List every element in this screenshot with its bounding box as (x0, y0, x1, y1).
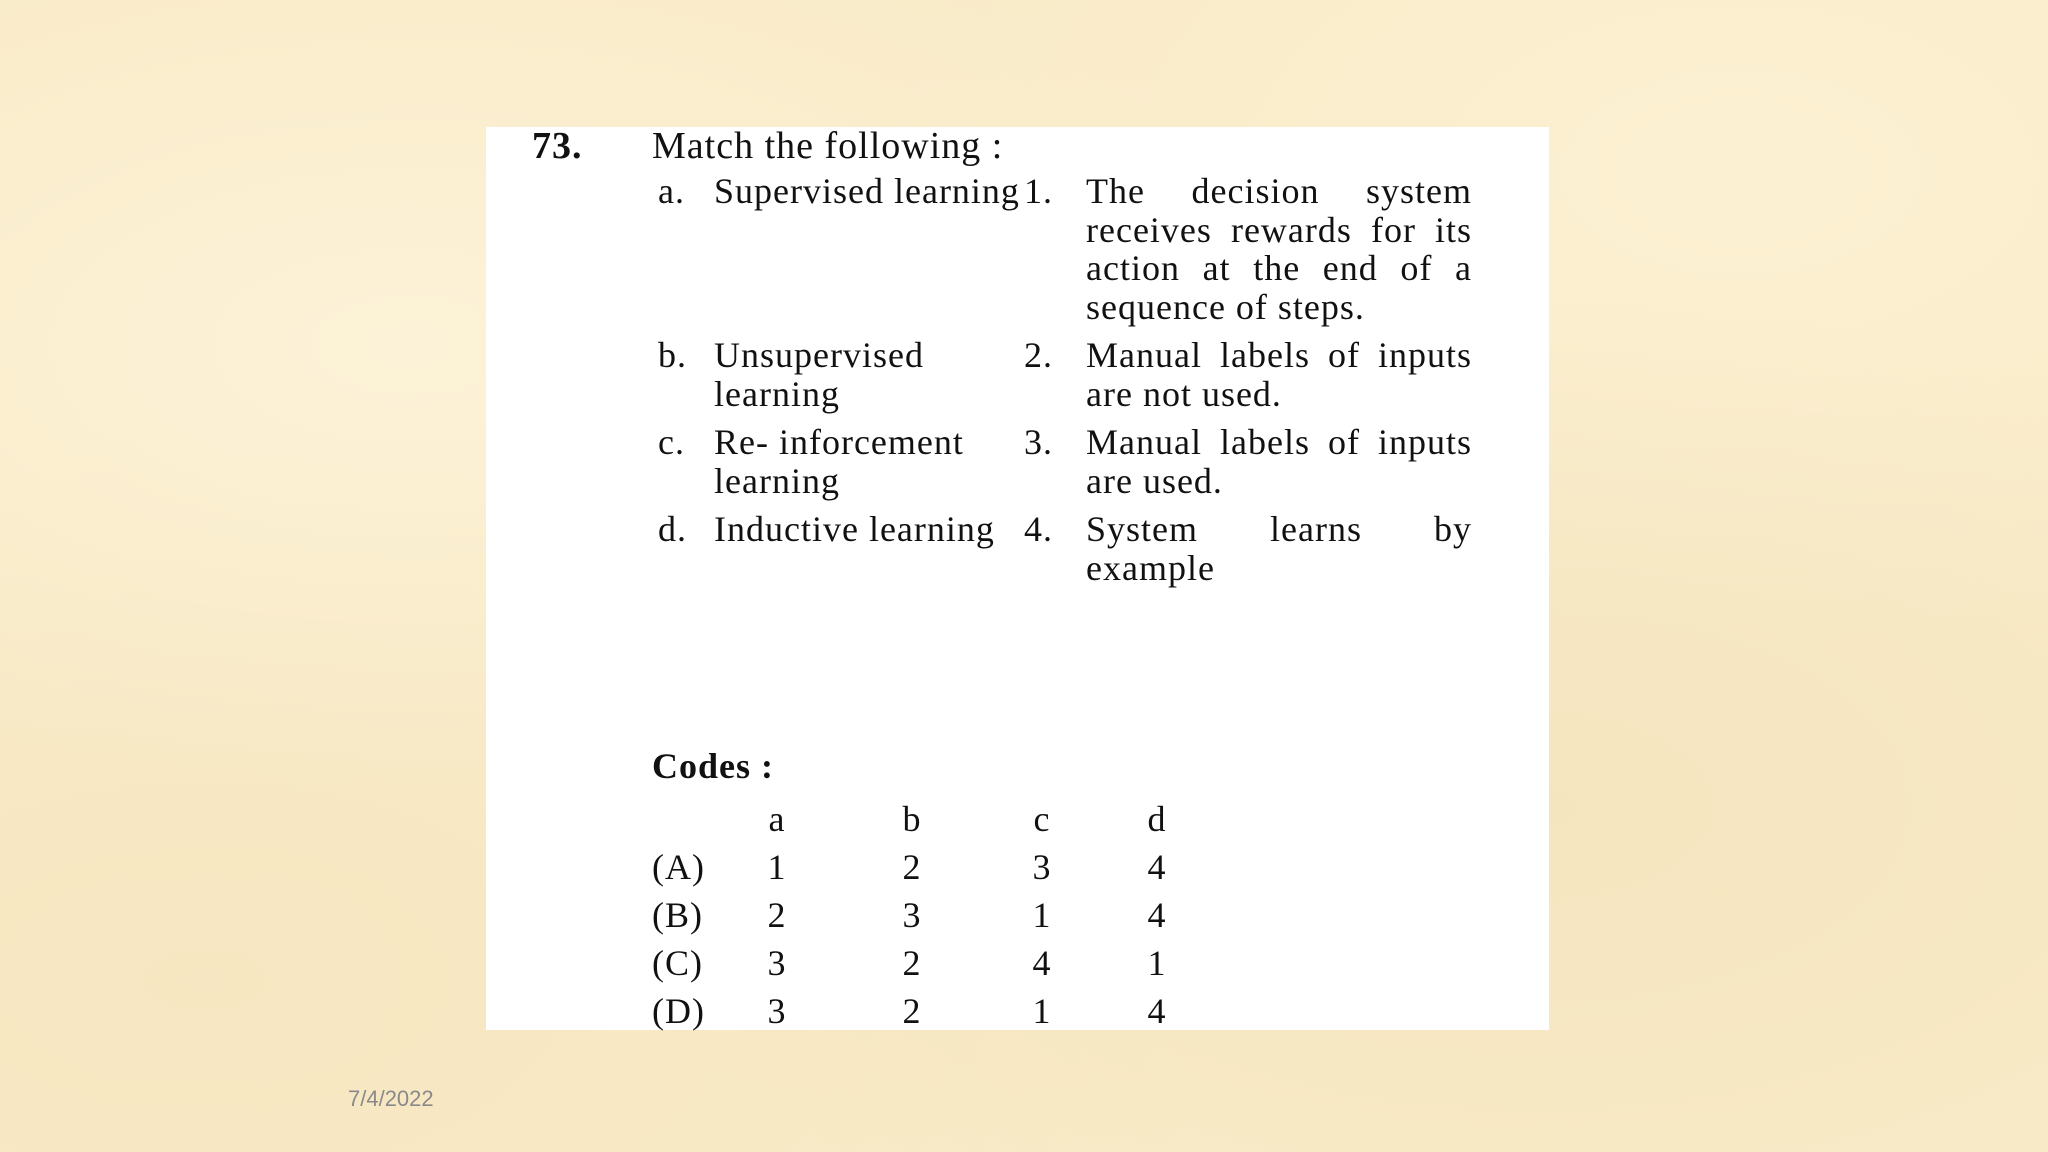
left-item-key: d. (658, 509, 687, 549)
left-item-key: c. (658, 422, 685, 462)
code-cell: 3 (1032, 847, 1052, 887)
left-item-text: Unsupervised learning (714, 335, 924, 414)
code-cell: 3 (767, 943, 787, 983)
code-cell: 4 (1147, 991, 1167, 1031)
question-number: 73. (532, 125, 583, 167)
option-label: (C) (652, 943, 703, 983)
codes-table (652, 795, 1242, 1035)
codes-header-cell: c (1033, 799, 1051, 839)
code-cell: 2 (767, 895, 787, 935)
question-image (486, 127, 1549, 1030)
right-item-key: 4. (1024, 509, 1053, 549)
right-item-key: 1. (1024, 171, 1053, 211)
option-label: (A) (652, 847, 705, 887)
right-item-key: 3. (1024, 422, 1053, 462)
left-item-text: Re- inforcement learning (714, 422, 964, 501)
code-cell: 4 (1032, 943, 1052, 983)
codes-header-cell: b (902, 799, 922, 839)
right-item-key: 2. (1024, 335, 1053, 375)
codes-header-cell: a (768, 799, 786, 839)
option-label: (D) (652, 991, 705, 1031)
codes-header-cell: d (1147, 799, 1167, 839)
code-cell: 1 (1032, 895, 1052, 935)
code-cell: 3 (902, 895, 922, 935)
right-item-text: System learns by example (1086, 509, 1472, 588)
codes-row (652, 843, 1242, 891)
codes-label: Codes : (652, 746, 774, 786)
right-item-text: Manual labels of inputs are used. (1086, 422, 1472, 501)
right-item-text: Manual labels of inputs are not used. (1086, 335, 1472, 414)
code-cell: 2 (902, 991, 922, 1031)
match-row (658, 510, 1480, 587)
codes-row (652, 939, 1242, 987)
codes-header-row (652, 795, 1242, 843)
code-cell: 2 (902, 847, 922, 887)
code-cell: 1 (1147, 943, 1167, 983)
left-item-text: Supervised learning (714, 171, 1020, 211)
code-cell: 1 (1032, 991, 1052, 1031)
codes-row (652, 987, 1242, 1035)
left-item-text: Inductive learning (714, 509, 995, 549)
left-item-key: a. (658, 171, 685, 211)
match-list (658, 172, 1480, 597)
match-row (658, 336, 1480, 413)
right-item-text: The decision system receives rewards for its action at the end of a sequence of steps. (1086, 171, 1472, 327)
option-label: (B) (652, 895, 703, 935)
question-title: Match the following : (652, 125, 1004, 167)
left-item-key: b. (658, 335, 687, 375)
slide-date: 7/4/2022 (348, 1086, 434, 1111)
code-cell: 4 (1147, 895, 1167, 935)
codes-corner-cell (652, 795, 742, 843)
code-cell: 3 (767, 991, 787, 1031)
match-row (658, 423, 1480, 500)
codes-row (652, 891, 1242, 939)
code-cell: 2 (902, 943, 922, 983)
code-cell: 1 (767, 847, 787, 887)
match-row (658, 172, 1480, 326)
code-cell: 4 (1147, 847, 1167, 887)
